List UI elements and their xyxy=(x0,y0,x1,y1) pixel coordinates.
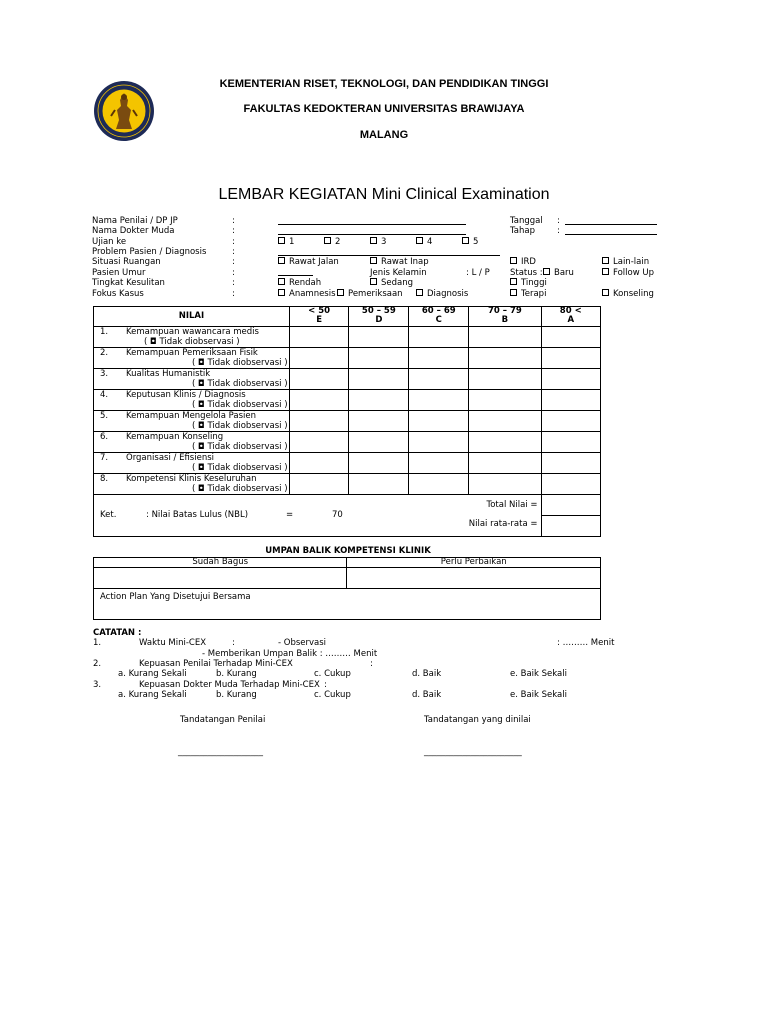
sudah-bagus-header: Sudah Bagus xyxy=(94,558,347,568)
colon: : xyxy=(557,226,560,236)
criterion-label: Kemampuan Pemeriksaan Fisik xyxy=(126,348,258,358)
criterion-number: 4. xyxy=(100,390,109,400)
jenis-kelamin-value[interactable]: : L / P xyxy=(466,268,490,278)
criterion-cell xyxy=(94,327,290,348)
label-problem: Problem Pasien / Diagnosis xyxy=(92,247,207,257)
waktu-colon: : xyxy=(232,638,235,648)
fokus-konseling[interactable]: Konseling xyxy=(602,289,654,299)
score-cell-e[interactable] xyxy=(289,369,348,390)
table-row xyxy=(94,453,601,474)
feedback-title: UMPAN BALIK KOMPETENSI KLINIK xyxy=(265,546,431,556)
dokter-option-b[interactable]: b. Kurang xyxy=(216,690,257,700)
label-situasi: Situasi Ruangan xyxy=(92,257,161,267)
observasi-label: - Observasi xyxy=(278,638,327,648)
grade-b-header: 70 – 79 B xyxy=(469,307,541,327)
action-plan-label: Action Plan Yang Disetujui Bersama xyxy=(100,592,251,602)
tanggal-field[interactable] xyxy=(565,224,657,225)
tandatangan-dinilai-label: Tandatangan yang dinilai xyxy=(424,715,531,725)
waktu-label: Waktu Mini-CEX xyxy=(139,638,207,648)
colon: : xyxy=(232,237,235,247)
fokus-anamnesis[interactable]: Anamnesis xyxy=(278,289,336,299)
criterion-label: Kemampuan Konseling xyxy=(126,432,224,442)
fokus-pemeriksaan[interactable]: Pemeriksaan xyxy=(337,289,403,299)
tingkat-sedang[interactable]: Sedang xyxy=(370,278,413,288)
ket-label: Ket. xyxy=(100,509,117,520)
label-fokus: Fokus Kasus xyxy=(92,289,144,299)
criterion-cell xyxy=(94,474,290,495)
total-values-cell xyxy=(541,495,601,537)
sudah-bagus-field[interactable] xyxy=(94,568,347,589)
score-cell-b[interactable] xyxy=(469,390,541,411)
score-cell-c[interactable] xyxy=(409,432,469,453)
colon: : xyxy=(232,278,235,288)
penilai-option-d[interactable]: d. Baik xyxy=(412,669,442,679)
total-labels-cell xyxy=(469,495,541,537)
criterion-cell xyxy=(94,432,290,453)
score-cell-b[interactable] xyxy=(469,411,541,432)
table-row xyxy=(94,369,601,390)
grade-e-header: < 50 E xyxy=(289,307,348,327)
not-observed-note[interactable]: ( ◘ Tidak diobservasi ) xyxy=(192,400,288,410)
score-cell-e[interactable] xyxy=(289,453,348,474)
criterion-number: 8. xyxy=(100,474,109,484)
catatan-num-1: 1. xyxy=(93,638,102,648)
feedback-table xyxy=(93,557,601,620)
criterion-label: Kemampuan wawancara medis xyxy=(126,327,259,337)
situasi-rawat-jalan[interactable]: Rawat Jalan xyxy=(278,257,339,267)
city-heading: MALANG xyxy=(359,129,409,141)
penilai-option-a[interactable]: a. Kurang Sekali xyxy=(118,669,187,679)
colon: : xyxy=(232,268,235,278)
not-observed-note[interactable]: ( ◘ Tidak diobservasi ) xyxy=(192,484,288,494)
umpan-balik-field[interactable]: - Memberikan Umpan Balik : ……… Menit xyxy=(202,649,378,659)
colon: : xyxy=(232,226,235,236)
colon: : xyxy=(232,247,235,257)
kepuasan-penilai-colon: : xyxy=(370,659,373,669)
catatan-num-3: 3. xyxy=(93,680,102,690)
pasien-umur-field[interactable] xyxy=(278,275,313,276)
score-cell-c[interactable] xyxy=(409,390,469,411)
nilai-header: NILAI xyxy=(94,307,290,327)
ujian-option-4[interactable]: 4 xyxy=(416,237,432,247)
score-cell-e[interactable] xyxy=(289,327,348,348)
fokus-diagnosis[interactable]: Diagnosis xyxy=(416,289,468,299)
fokus-terapi[interactable]: Terapi xyxy=(510,289,546,299)
table-row xyxy=(94,327,601,348)
table-row xyxy=(94,348,601,369)
score-cell-b[interactable] xyxy=(469,453,541,474)
score-cell-e[interactable] xyxy=(289,432,348,453)
dokter-option-e[interactable]: e. Baik Sekali xyxy=(510,690,567,700)
penilai-option-e[interactable]: e. Baik Sekali xyxy=(510,669,567,679)
score-cell-c[interactable] xyxy=(409,327,469,348)
table-row xyxy=(94,432,601,453)
kepuasan-penilai-label: Kepuasan Penilai Terhadap Mini-CEX xyxy=(139,659,293,669)
score-cell-a[interactable] xyxy=(541,432,601,453)
dokter-option-c[interactable]: c. Cukup xyxy=(314,690,351,700)
score-cell-b[interactable] xyxy=(469,432,541,453)
label-nama-penilai: Nama Penilai / DP JP xyxy=(92,216,178,226)
situasi-rawat-inap[interactable]: Rawat Inap xyxy=(370,257,429,267)
grade-d-header: 50 – 59 D xyxy=(349,307,409,327)
not-observed-note[interactable]: ( ◘ Tidak diobservasi ) xyxy=(144,337,240,347)
rata-rata-field[interactable] xyxy=(542,516,601,536)
tahap-field[interactable] xyxy=(565,234,657,235)
criterion-number: 2. xyxy=(100,348,109,358)
kepuasan-dokter-label: Kepuasan Dokter Muda Terhadap Mini-CEX xyxy=(139,680,320,690)
tandatangan-penilai-line[interactable]: ____________________ xyxy=(178,747,263,757)
ujian-option-2[interactable]: 2 xyxy=(324,237,340,247)
score-cell-c[interactable] xyxy=(409,411,469,432)
document-title: LEMBAR KEGIATAN Mini Clinical Examination xyxy=(218,186,550,203)
score-cell-e[interactable] xyxy=(289,348,348,369)
not-observed-note[interactable]: ( ◘ Tidak diobservasi ) xyxy=(192,463,288,473)
score-cell-d[interactable] xyxy=(349,348,409,369)
score-cell-d[interactable] xyxy=(349,453,409,474)
action-plan-field[interactable] xyxy=(94,589,601,620)
colon: : xyxy=(232,289,235,299)
tingkat-rendah[interactable]: Rendah xyxy=(278,278,321,288)
criterion-number: 5. xyxy=(100,411,109,421)
criterion-label: Organisasi / Efisiensi xyxy=(126,453,215,463)
label-status: Status : xyxy=(510,268,543,278)
kepuasan-dokter-colon: : xyxy=(324,680,327,690)
score-cell-a[interactable] xyxy=(541,327,601,348)
score-cell-e[interactable] xyxy=(289,411,348,432)
situasi-lain-lain[interactable]: Lain-lain xyxy=(602,257,649,267)
status-baru[interactable]: Baru xyxy=(543,268,574,278)
nbl-value: 70 xyxy=(332,509,343,520)
score-cell-e[interactable] xyxy=(289,390,348,411)
colon: : xyxy=(557,216,560,226)
total-nilai-label: Total Nilai = xyxy=(486,500,538,510)
score-cell-a[interactable] xyxy=(541,348,601,369)
ujian-option-5[interactable]: 5 xyxy=(462,237,478,247)
label-nama-dokter: Nama Dokter Muda xyxy=(92,226,175,236)
score-cell-b[interactable] xyxy=(469,474,541,495)
not-observed-note[interactable]: ( ◘ Tidak diobservasi ) xyxy=(192,379,288,389)
label-tingkat: Tingkat Kesulitan xyxy=(92,278,165,288)
score-cell-c[interactable] xyxy=(409,474,469,495)
criterion-label: Kualitas Humanistik xyxy=(126,369,211,379)
colon: : xyxy=(232,257,235,267)
score-cell-a[interactable] xyxy=(541,474,601,495)
penilai-option-c[interactable]: c. Cukup xyxy=(314,669,351,679)
score-table xyxy=(93,306,601,537)
label-tahap: Tahap xyxy=(510,226,535,236)
dokter-option-a[interactable]: a. Kurang Sekali xyxy=(118,690,187,700)
summary-row xyxy=(94,495,601,537)
catatan-title: CATATAN : xyxy=(93,628,142,638)
score-cell-b[interactable] xyxy=(469,348,541,369)
observasi-menit-field[interactable]: : ……… Menit xyxy=(557,638,615,648)
criterion-cell xyxy=(94,369,290,390)
score-cell-d[interactable] xyxy=(349,474,409,495)
score-cell-a[interactable] xyxy=(541,369,601,390)
criterion-cell xyxy=(94,348,290,369)
criterion-number: 1. xyxy=(100,327,109,337)
colon: : xyxy=(232,216,235,226)
criterion-number: 6. xyxy=(100,432,109,442)
grade-c-header: 60 – 69 C xyxy=(409,307,469,327)
total-nilai-field[interactable] xyxy=(542,495,601,516)
criterion-cell xyxy=(94,411,290,432)
score-cell-a[interactable] xyxy=(541,411,601,432)
criterion-number: 3. xyxy=(100,369,109,379)
score-cell-d[interactable] xyxy=(349,369,409,390)
ministry-heading: KEMENTERIAN RISET, TEKNOLOGI, DAN PENDIDIKAN TINGGI xyxy=(219,78,549,90)
criterion-label: Kompetensi Klinis Keseluruhan xyxy=(126,474,257,484)
score-table-header xyxy=(94,307,601,327)
nbl-cell xyxy=(94,495,469,537)
status-follow-up[interactable]: Follow Up xyxy=(602,268,654,278)
score-cell-d[interactable] xyxy=(349,411,409,432)
nama-penilai-field[interactable] xyxy=(278,224,466,225)
nbl-equals: = xyxy=(286,509,294,520)
nbl-label: : Nilai Batas Lulus (NBL) xyxy=(146,509,249,520)
criterion-label: Keputusan Klinis / Diagnosis xyxy=(126,390,246,400)
score-cell-c[interactable] xyxy=(409,348,469,369)
label-ujian-ke: Ujian ke xyxy=(92,237,127,247)
nama-dokter-field[interactable] xyxy=(278,234,466,235)
rata-rata-label: Nilai rata-rata = xyxy=(468,519,538,529)
penilai-option-b[interactable]: b. Kurang xyxy=(216,669,257,679)
perlu-perbaikan-field[interactable] xyxy=(347,568,601,589)
not-observed-note[interactable]: ( ◘ Tidak diobservasi ) xyxy=(192,421,288,431)
table-row xyxy=(94,411,601,432)
not-observed-note[interactable]: ( ◘ Tidak diobservasi ) xyxy=(192,442,288,452)
table-row xyxy=(94,390,601,411)
score-cell-d[interactable] xyxy=(349,432,409,453)
criterion-number: 7. xyxy=(100,453,109,463)
grade-a-header: 80 < A xyxy=(541,307,601,327)
score-cell-d[interactable] xyxy=(349,390,409,411)
not-observed-note[interactable]: ( ◘ Tidak diobservasi ) xyxy=(192,358,288,368)
label-tanggal: Tanggal xyxy=(510,216,543,226)
dokter-option-d[interactable]: d. Baik xyxy=(412,690,442,700)
ujian-option-1[interactable]: 1 xyxy=(278,237,294,247)
criterion-label: Kemampuan Mengelola Pasien xyxy=(126,411,256,421)
score-cell-b[interactable] xyxy=(469,327,541,348)
score-cell-d[interactable] xyxy=(349,327,409,348)
score-cell-c[interactable] xyxy=(409,369,469,390)
faculty-heading: FAKULTAS KEDOKTERAN UNIVERSITAS BRAWIJAYA xyxy=(243,103,525,115)
criterion-cell xyxy=(94,390,290,411)
tandatangan-dinilai-line[interactable]: _______________________ xyxy=(424,747,522,757)
score-cell-e[interactable] xyxy=(289,474,348,495)
perlu-perbaikan-header: Perlu Perbaikan xyxy=(347,558,601,568)
tingkat-tinggi[interactable]: Tinggi xyxy=(510,278,547,288)
score-cell-a[interactable] xyxy=(541,390,601,411)
catatan-num-2: 2. xyxy=(93,659,102,669)
label-jenis-kelamin: Jenis Kelamin xyxy=(370,268,427,278)
ujian-option-3[interactable]: 3 xyxy=(370,237,386,247)
tandatangan-penilai-label: Tandatangan Penilai xyxy=(180,715,266,725)
score-cell-c[interactable] xyxy=(409,453,469,474)
label-pasien-umur: Pasien Umur xyxy=(92,268,146,278)
criterion-cell xyxy=(94,453,290,474)
problem-field[interactable] xyxy=(278,255,500,256)
table-row xyxy=(94,474,601,495)
score-cell-a[interactable] xyxy=(541,453,601,474)
situasi-ird[interactable]: IRD xyxy=(510,257,536,267)
score-cell-b[interactable] xyxy=(469,369,541,390)
